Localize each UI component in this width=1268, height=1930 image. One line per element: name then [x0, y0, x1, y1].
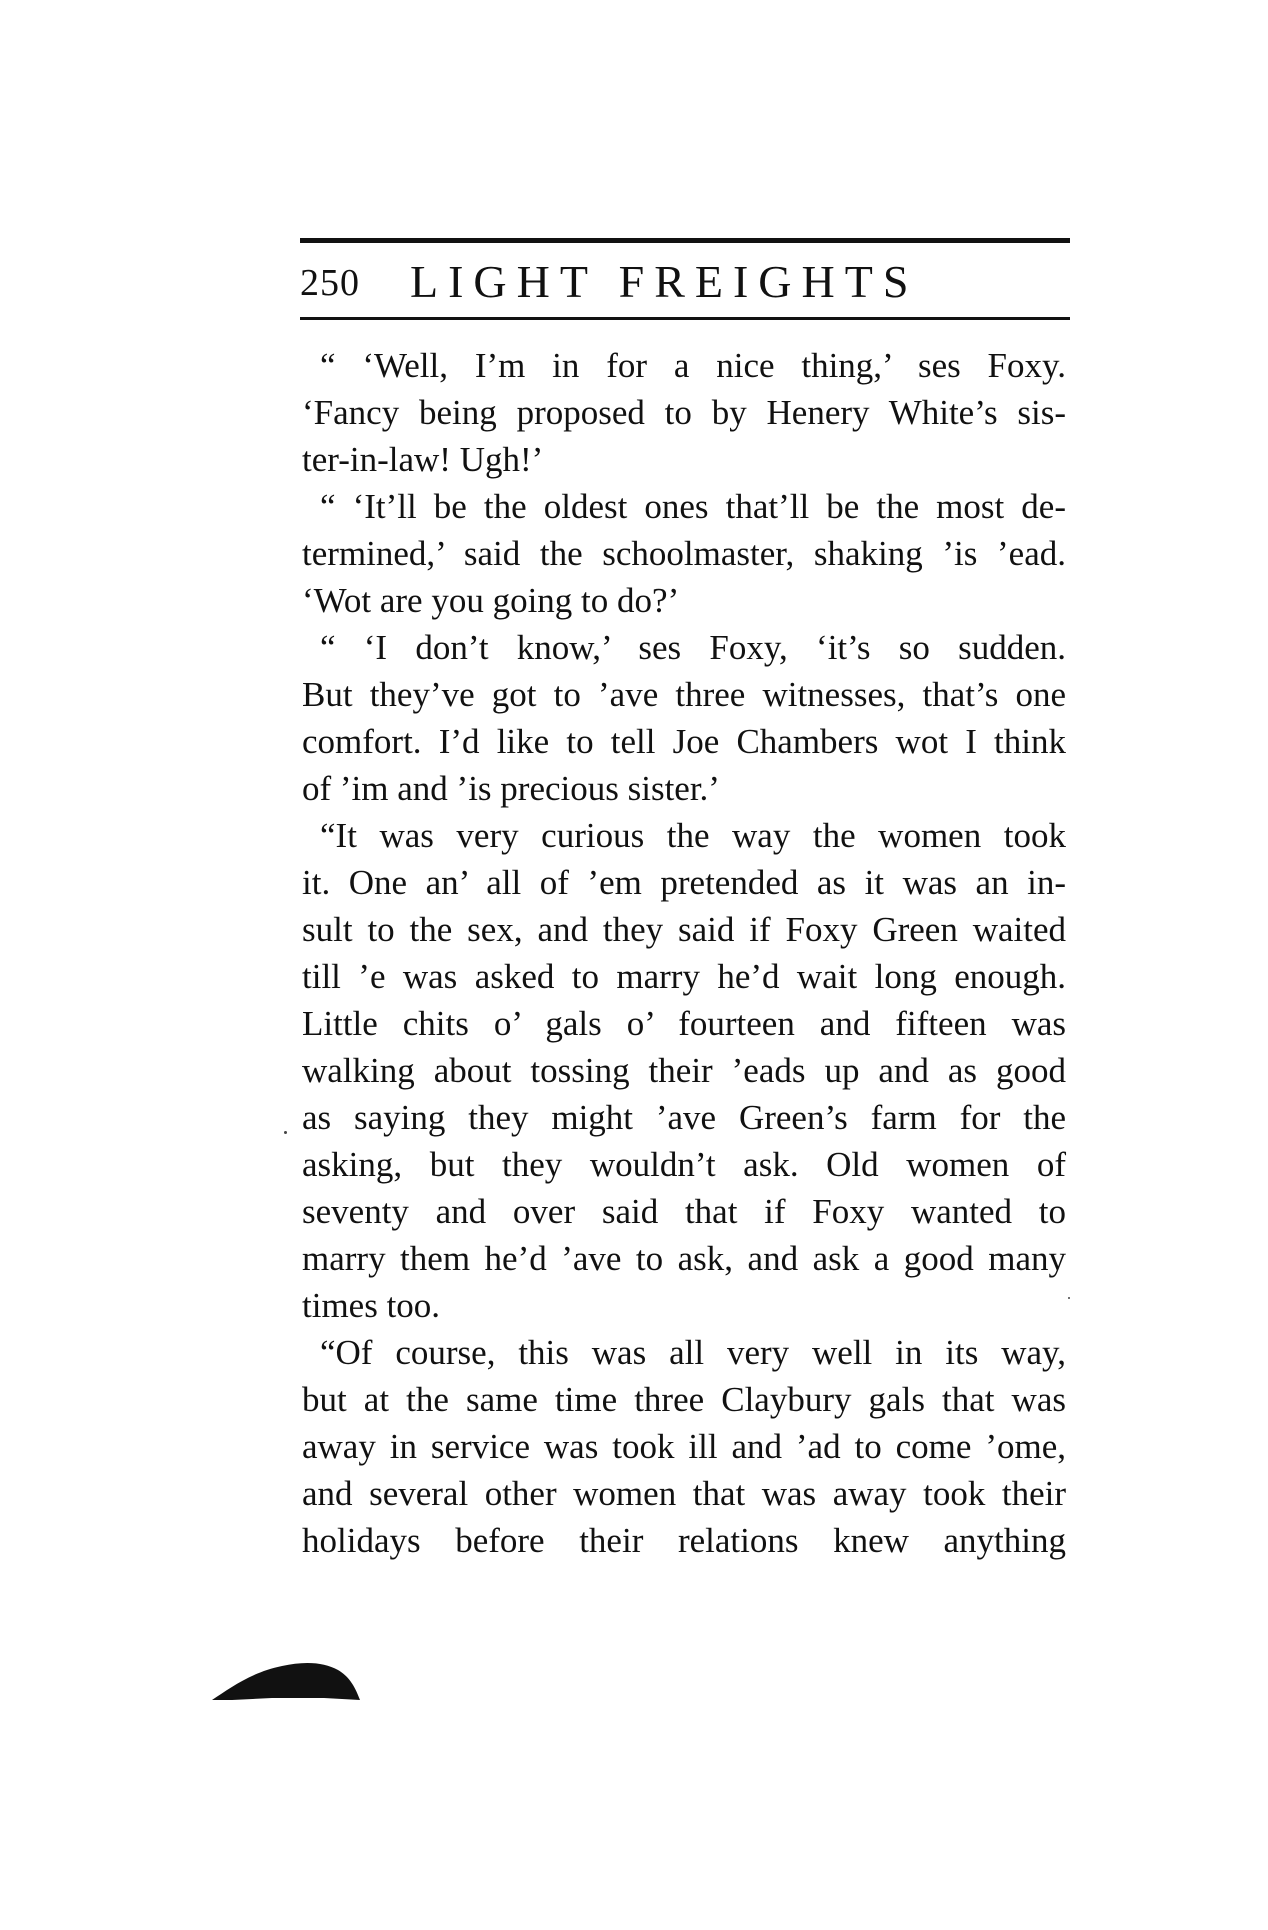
scan-speck: [284, 1131, 287, 1134]
running-head: [300, 255, 1070, 311]
text-line: “Of course, this was all very well in its way,: [320, 1333, 1066, 1372]
text-line: times too.: [302, 1286, 441, 1325]
running-title: LIGHT FREIGHTS: [410, 256, 919, 307]
paragraph: [302, 1329, 1066, 1564]
text-line: it. One an’ all of ’em pretended as it was an in-: [302, 863, 1066, 902]
text-line: sult to the sex, and they said if Foxy Green waited: [302, 910, 1066, 949]
text-line: asking, but they wouldn’t ask. Old women of: [302, 1145, 1066, 1184]
text-line: But they’ve got to ’ave three witnesses, that’s one: [302, 675, 1066, 714]
header-bottom-rule: [300, 317, 1070, 320]
paragraph: [302, 483, 1066, 624]
text-line: ‘Wot are you going to do?’: [302, 581, 680, 620]
body-text: [302, 342, 1066, 1564]
text-line: termined,’ said the schoolmaster, shaking ’is ’ead.: [302, 534, 1066, 573]
text-line: seventy and over said that if Foxy wanted to: [302, 1192, 1066, 1231]
scan-speck: [1068, 1297, 1070, 1299]
paragraph: [302, 812, 1066, 1329]
paragraph: [302, 342, 1066, 483]
text-line: “It was very curious the way the women took: [320, 816, 1066, 855]
page-number: 250: [300, 262, 360, 304]
text-line: “ ‘It’ll be the oldest ones that’ll be the most de-: [320, 487, 1066, 526]
text-line: marry them he’d ’ave to ask, and ask a good many: [302, 1239, 1066, 1278]
text-line: of ’im and ’is precious sister.’: [302, 769, 720, 808]
text-line: till ’e was asked to marry he’d wait long enough.: [302, 957, 1066, 996]
text-line: “ ‘Well, I’m in for a nice thing,’ ses Foxy.: [320, 346, 1066, 385]
text-line: but at the same time three Claybury gals that was: [302, 1380, 1066, 1419]
text-line: comfort. I’d like to tell Joe Chambers wot I think: [302, 722, 1066, 761]
text-line: and several other women that was away took their: [302, 1474, 1066, 1513]
text-line: Little chits o’ gals o’ fourteen and fifteen was: [302, 1004, 1066, 1043]
text-line: ter-in-law! Ugh!’: [302, 440, 544, 479]
ink-blot-mark: [212, 1658, 360, 1700]
text-line: as saying they might ’ave Green’s farm for the: [302, 1098, 1066, 1137]
text-line: ‘Fancy being proposed to by Henery White’s sis-: [302, 393, 1066, 432]
text-line: walking about tossing their ’eads up and as good: [302, 1051, 1066, 1090]
text-line: holidays before their relations knew anything: [302, 1521, 1066, 1560]
text-line: “ ‘I don’t know,’ ses Foxy, ‘it’s so sudden.: [320, 628, 1066, 667]
text-line: away in service was took ill and ’ad to come ’ome,: [302, 1427, 1066, 1466]
paragraph: [302, 624, 1066, 812]
header-top-rule: [300, 238, 1070, 243]
